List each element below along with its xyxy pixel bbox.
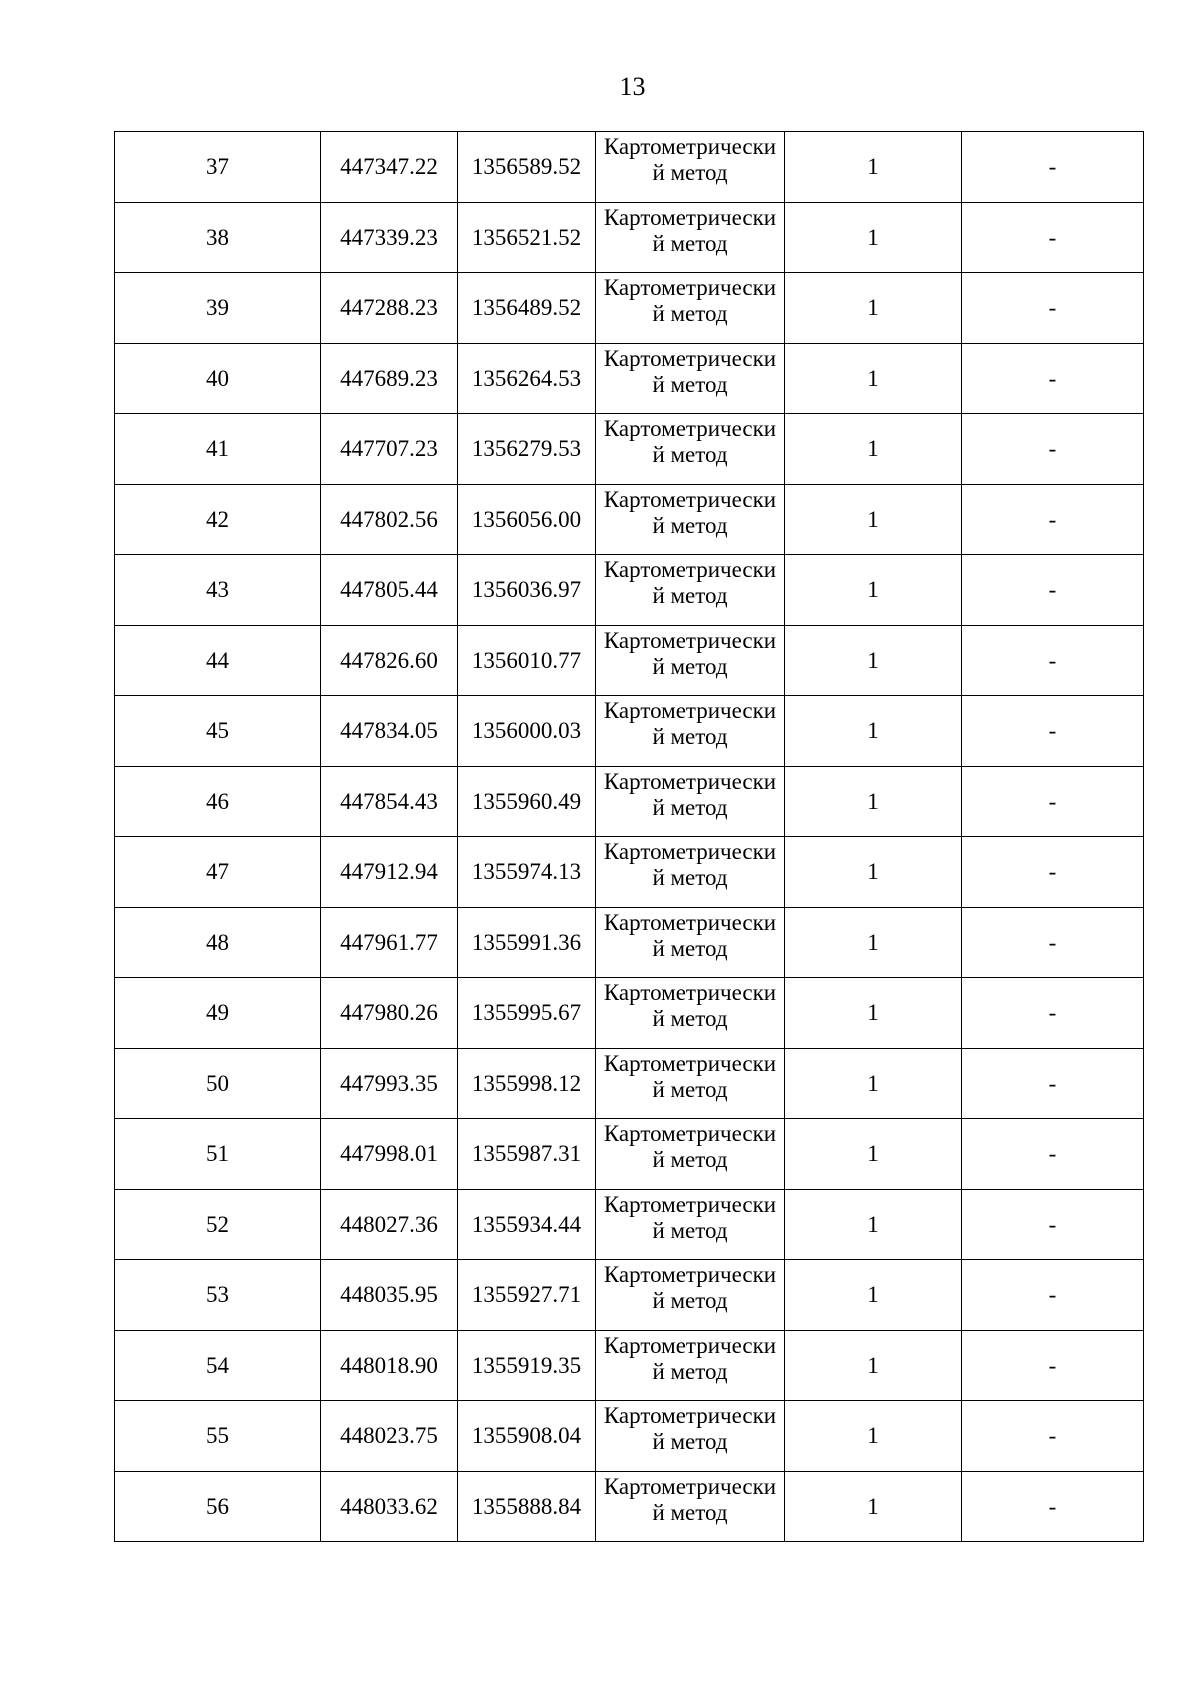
table-row — [115, 343, 1144, 414]
x-coordinate-cell: 448033.62 — [321, 1471, 458, 1542]
point-number-cell: 48 — [115, 907, 321, 978]
x-coordinate-cell: 448023.75 — [321, 1401, 458, 1472]
method-cell — [596, 696, 785, 767]
method-text-line1: Картометрически — [603, 1191, 777, 1217]
method-text-line1: Картометрически — [603, 1403, 777, 1428]
note-cell: - — [962, 837, 1144, 908]
point-number-cell: 39 — [115, 273, 321, 344]
y-coordinate-cell: 1356489.52 — [458, 273, 596, 344]
y-coordinate-cell: 1355888.84 — [458, 1471, 596, 1542]
method-text-line1: Картометрически — [603, 1262, 777, 1287]
method-cell — [596, 414, 785, 485]
method-text-line2: й метод — [652, 301, 728, 326]
y-coordinate-cell: 1356521.52 — [458, 202, 596, 273]
y-coordinate-cell: 1356036.97 — [458, 555, 596, 626]
method-cell — [596, 1330, 785, 1401]
x-coordinate-cell: 447993.35 — [321, 1048, 458, 1119]
method-cell — [596, 766, 785, 837]
y-coordinate-cell: 1356056.00 — [458, 484, 596, 555]
method-text-line1: Картометрически — [603, 416, 777, 441]
note-cell: - — [962, 625, 1144, 696]
accuracy-cell: 1 — [785, 766, 962, 837]
method-text-line1: Картометрически — [603, 839, 777, 864]
method-cell — [596, 1401, 785, 1472]
accuracy-cell: 1 — [785, 132, 962, 203]
method-cell — [596, 343, 785, 414]
method-cell — [596, 837, 785, 908]
accuracy-cell: 1 — [785, 1260, 962, 1331]
method-cell — [596, 1260, 785, 1331]
method-text-line2: й метод — [652, 1006, 728, 1031]
page-number: 13 — [619, 72, 646, 101]
accuracy-cell: 1 — [785, 414, 962, 485]
method-text-line2: й метод — [652, 1288, 728, 1313]
y-coordinate-cell: 1355927.71 — [458, 1260, 596, 1331]
table-row — [115, 766, 1144, 837]
method-text-line2: й метод — [652, 1217, 728, 1243]
x-coordinate-cell: 447834.05 — [321, 696, 458, 767]
method-text-line1: Картометрически — [603, 980, 777, 1005]
table-row — [115, 1330, 1144, 1401]
y-coordinate-cell: 1355908.04 — [458, 1401, 596, 1472]
note-cell: - — [962, 555, 1144, 626]
accuracy-cell: 1 — [785, 484, 962, 555]
point-number-cell: 45 — [115, 696, 321, 767]
table-row — [115, 625, 1144, 696]
coordinates-table — [114, 131, 1144, 1542]
point-number-cell: 53 — [115, 1260, 321, 1331]
method-text-line2: й метод — [652, 1429, 728, 1454]
method-cell — [596, 1189, 785, 1260]
y-coordinate-cell: 1356000.03 — [458, 696, 596, 767]
point-number-cell: 56 — [115, 1471, 321, 1542]
method-text-line1: Картометрически — [603, 627, 777, 653]
note-cell: - — [962, 414, 1144, 485]
x-coordinate-cell: 447689.23 — [321, 343, 458, 414]
method-text-line2: й метод — [652, 1147, 728, 1172]
x-coordinate-cell: 447912.94 — [321, 837, 458, 908]
method-text-line1: Картометрически — [603, 557, 777, 582]
point-number-cell: 55 — [115, 1401, 321, 1472]
method-text-line1: Картометрически — [603, 698, 777, 723]
table-row — [115, 978, 1144, 1049]
method-text-line2: й метод — [652, 1499, 728, 1525]
accuracy-cell: 1 — [785, 202, 962, 273]
method-cell — [596, 202, 785, 273]
method-text-line2: й метод — [652, 1076, 728, 1102]
method-text-line1: Картометрически — [603, 768, 777, 794]
y-coordinate-cell: 1355974.13 — [458, 837, 596, 908]
method-text-line2: й метод — [652, 512, 728, 538]
method-text-line1: Картометрически — [603, 275, 777, 300]
note-cell: - — [962, 1471, 1144, 1542]
method-text-line2: й метод — [652, 371, 728, 397]
point-number-cell: 44 — [115, 625, 321, 696]
method-cell — [596, 978, 785, 1049]
point-number-cell: 40 — [115, 343, 321, 414]
note-cell: - — [962, 1119, 1144, 1190]
y-coordinate-cell: 1356010.77 — [458, 625, 596, 696]
x-coordinate-cell: 448035.95 — [321, 1260, 458, 1331]
point-number-cell: 47 — [115, 837, 321, 908]
note-cell: - — [962, 766, 1144, 837]
x-coordinate-cell: 447854.43 — [321, 766, 458, 837]
table-row — [115, 696, 1144, 767]
method-text-line1: Картометрически — [603, 134, 777, 159]
point-number-cell: 37 — [115, 132, 321, 203]
method-text-line1: Картометрически — [603, 486, 777, 512]
accuracy-cell: 1 — [785, 343, 962, 414]
accuracy-cell: 1 — [785, 273, 962, 344]
method-text-line2: й метод — [652, 1358, 728, 1384]
y-coordinate-cell: 1355934.44 — [458, 1189, 596, 1260]
table-row — [115, 1471, 1144, 1542]
method-text-line2: й метод — [652, 794, 728, 820]
note-cell: - — [962, 343, 1144, 414]
method-text-line2: й метод — [652, 865, 728, 890]
accuracy-cell: 1 — [785, 1401, 962, 1472]
coordinates-table-body — [115, 132, 1144, 1542]
method-cell — [596, 907, 785, 978]
point-number-cell: 41 — [115, 414, 321, 485]
accuracy-cell: 1 — [785, 1330, 962, 1401]
x-coordinate-cell: 447980.26 — [321, 978, 458, 1049]
note-cell: - — [962, 1189, 1144, 1260]
x-coordinate-cell: 447288.23 — [321, 273, 458, 344]
table-row — [115, 484, 1144, 555]
note-cell: - — [962, 696, 1144, 767]
table-row — [115, 132, 1144, 203]
note-cell: - — [962, 1260, 1144, 1331]
accuracy-cell: 1 — [785, 907, 962, 978]
method-text-line1: Картометрически — [603, 1332, 777, 1358]
table-row — [115, 1119, 1144, 1190]
method-text-line1: Картометрически — [603, 345, 777, 371]
point-number-cell: 52 — [115, 1189, 321, 1260]
accuracy-cell: 1 — [785, 555, 962, 626]
method-text-line2: й метод — [652, 653, 728, 679]
table-row — [115, 202, 1144, 273]
note-cell: - — [962, 907, 1144, 978]
note-cell: - — [962, 273, 1144, 344]
method-text-line1: Картометрически — [603, 1050, 777, 1076]
method-text-line1: Картометрически — [603, 204, 777, 230]
point-number-cell: 46 — [115, 766, 321, 837]
table-row — [115, 1048, 1144, 1119]
y-coordinate-cell: 1355995.67 — [458, 978, 596, 1049]
method-text-line1: Картометрически — [603, 1473, 777, 1499]
method-text-line2: й метод — [652, 583, 728, 608]
x-coordinate-cell: 447805.44 — [321, 555, 458, 626]
x-coordinate-cell: 447802.56 — [321, 484, 458, 555]
accuracy-cell: 1 — [785, 625, 962, 696]
accuracy-cell: 1 — [785, 1471, 962, 1542]
point-number-cell: 54 — [115, 1330, 321, 1401]
table-row — [115, 414, 1144, 485]
x-coordinate-cell: 447998.01 — [321, 1119, 458, 1190]
table-row — [115, 1189, 1144, 1260]
y-coordinate-cell: 1356279.53 — [458, 414, 596, 485]
y-coordinate-cell: 1356264.53 — [458, 343, 596, 414]
method-text-line1: Картометрически — [603, 909, 777, 935]
y-coordinate-cell: 1355919.35 — [458, 1330, 596, 1401]
x-coordinate-cell: 448027.36 — [321, 1189, 458, 1260]
table-row — [115, 907, 1144, 978]
point-number-cell: 43 — [115, 555, 321, 626]
table-row — [115, 1401, 1144, 1472]
method-cell — [596, 273, 785, 344]
method-text-line1: Картометрически — [603, 1121, 777, 1146]
x-coordinate-cell: 448018.90 — [321, 1330, 458, 1401]
note-cell: - — [962, 202, 1144, 273]
point-number-cell: 50 — [115, 1048, 321, 1119]
method-text-line2: й метод — [652, 935, 728, 961]
accuracy-cell: 1 — [785, 1048, 962, 1119]
note-cell: - — [962, 978, 1144, 1049]
note-cell: - — [962, 1401, 1144, 1472]
x-coordinate-cell: 447826.60 — [321, 625, 458, 696]
method-cell — [596, 555, 785, 626]
table-row — [115, 555, 1144, 626]
point-number-cell: 49 — [115, 978, 321, 1049]
method-cell — [596, 625, 785, 696]
accuracy-cell: 1 — [785, 978, 962, 1049]
accuracy-cell: 1 — [785, 837, 962, 908]
note-cell: - — [962, 1048, 1144, 1119]
point-number-cell: 38 — [115, 202, 321, 273]
x-coordinate-cell: 447961.77 — [321, 907, 458, 978]
note-cell: - — [962, 484, 1144, 555]
accuracy-cell: 1 — [785, 696, 962, 767]
table-row — [115, 837, 1144, 908]
y-coordinate-cell: 1355960.49 — [458, 766, 596, 837]
accuracy-cell: 1 — [785, 1119, 962, 1190]
method-text-line2: й метод — [652, 724, 728, 749]
method-text-line2: й метод — [652, 442, 728, 467]
x-coordinate-cell: 447347.22 — [321, 132, 458, 203]
note-cell: - — [962, 1330, 1144, 1401]
method-cell — [596, 484, 785, 555]
point-number-cell: 42 — [115, 484, 321, 555]
y-coordinate-cell: 1355987.31 — [458, 1119, 596, 1190]
y-coordinate-cell: 1355991.36 — [458, 907, 596, 978]
y-coordinate-cell: 1355998.12 — [458, 1048, 596, 1119]
x-coordinate-cell: 447707.23 — [321, 414, 458, 485]
method-cell — [596, 1048, 785, 1119]
method-cell — [596, 132, 785, 203]
method-cell — [596, 1119, 785, 1190]
table-row — [115, 273, 1144, 344]
point-number-cell: 51 — [115, 1119, 321, 1190]
accuracy-cell: 1 — [785, 1189, 962, 1260]
y-coordinate-cell: 1356589.52 — [458, 132, 596, 203]
method-cell — [596, 1471, 785, 1542]
method-text-line2: й метод — [652, 160, 728, 185]
method-text-line2: й метод — [652, 230, 728, 256]
table-row — [115, 1260, 1144, 1331]
note-cell: - — [962, 132, 1144, 203]
x-coordinate-cell: 447339.23 — [321, 202, 458, 273]
